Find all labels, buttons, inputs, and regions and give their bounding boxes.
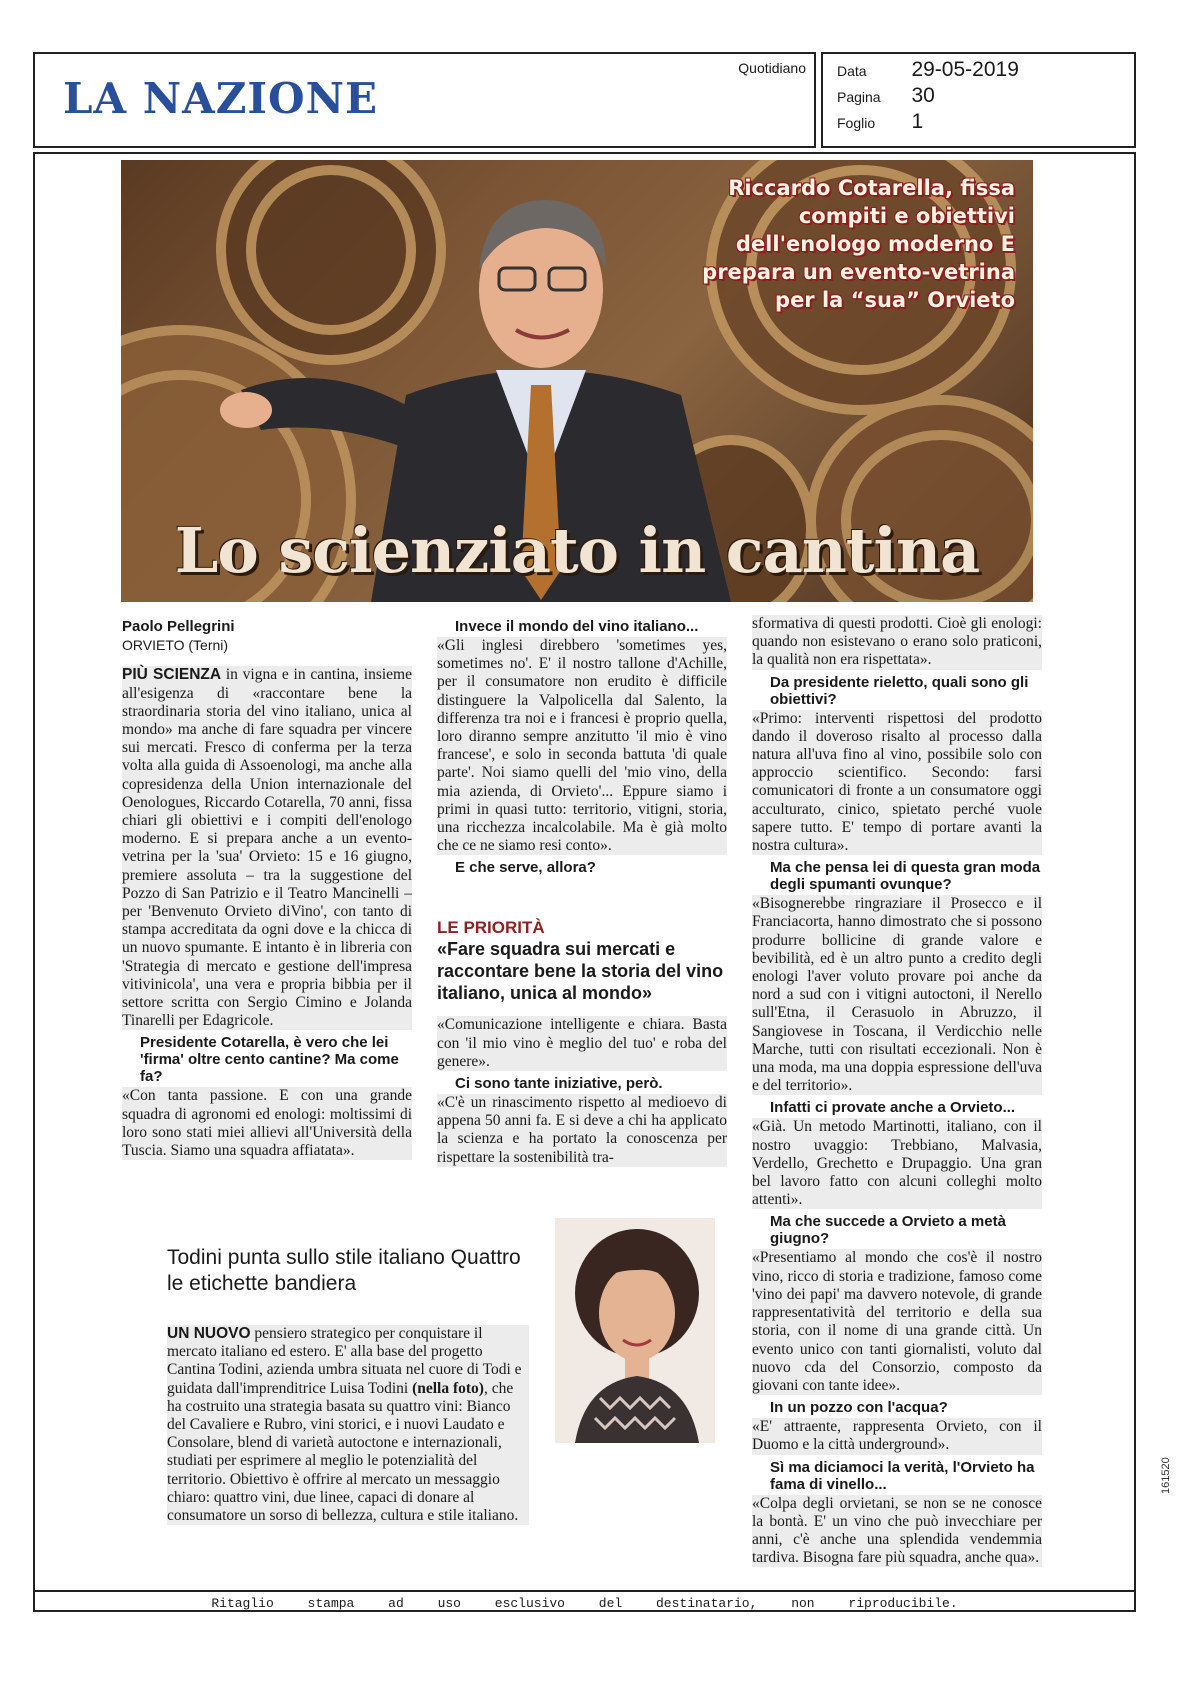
page-value: 30 bbox=[911, 84, 935, 107]
photo-subheadline: Riccardo Cotarella, fissa compiti e obiettivi dell'enologo moderno E prepara un evento-vetrina per la “sua” Orvieto bbox=[702, 176, 1015, 312]
priorities-pullquote bbox=[437, 918, 737, 1004]
masthead-logo-box bbox=[33, 52, 816, 148]
author-byline: Paolo Pellegrini bbox=[122, 618, 235, 635]
interview-question: Sì ma diciamoci la verità, l'Orvieto ha fama di vinello... bbox=[770, 1458, 1035, 1493]
interview-question: E che serve, allora? bbox=[455, 859, 596, 877]
sidebar-lead: UN NUOVO bbox=[167, 1325, 251, 1342]
sidebar-photo-note: (nella foto) bbox=[412, 1379, 484, 1397]
sheet-label: Foglio bbox=[837, 115, 876, 131]
page-row bbox=[837, 84, 935, 108]
sidebar-article bbox=[155, 1245, 530, 1581]
interview-answer: «E' attraente, rappresenta Orvieto, con il Duomo e la città underground». bbox=[752, 1418, 1042, 1454]
masthead-info-box bbox=[821, 52, 1136, 148]
intro-paragraph bbox=[122, 666, 412, 1030]
date-row bbox=[837, 58, 1019, 82]
interview-answer: «Comunicazione intelligente e chiara. Basta con 'il mio vino è meglio del tuo' e roba del genere». bbox=[437, 1016, 727, 1070]
page-label: Pagina bbox=[837, 89, 881, 105]
interview-question: In un pozzo con l'acqua? bbox=[770, 1399, 948, 1417]
article-column-2 bbox=[437, 618, 727, 1167]
interview-answer: «Già. Un metodo Martinotti, italiano, con il nostro uvaggio: Trebbiano, Malvasia, Verdello, Grechetto e Drupaggio. Una gran bel lavoro fatto con alcuni colleghi molto attenti». bbox=[752, 1118, 1042, 1209]
date-value: 29-05-2019 bbox=[911, 58, 1019, 81]
publication-type: Quotidiano bbox=[738, 60, 806, 76]
interview-question: Ci sono tante iniziative, però. bbox=[455, 1075, 663, 1093]
interview-question: Ma che pensa lei di questa gran moda degli spumanti ovunque? bbox=[770, 859, 1041, 894]
footer-divider bbox=[33, 1590, 1136, 1592]
interview-answer: «Bisognerebbe ringraziare il Prosecco e il Franciacorta, hanno dimostrato che si possono produrre bollicine di grande valore e bevibilità, ed è un altro punto a credito degli enologi l'aver voluto provare poi anche da nord a sud con i vitigni autoctoni, il Nerello sull'Etna, il Cerasuolo in Abruzzo, il Sangiovese in Toscana, il Verdicchio nelle Marche, tutti con risultati eccezionali. Non è una moda, ma una doppia espressione dell'uva e del territorio». bbox=[752, 895, 1042, 1095]
main-headline: Lo scienziato in cantina bbox=[174, 514, 980, 587]
interview-answer: «C'è un rinascimento rispetto al medioevo di appena 50 anni fa. E si deve a chi ha applicato la scienza e ha portato la conoscenza per rispettare la sostenibilità tra- bbox=[437, 1094, 727, 1166]
interview-answer: «Gli inglesi direbbero 'sometimes yes, sometimes no'. E' il nostro tallone d'Achille, per il consumatore non erudito è difficile distinguere la Valpolicella dal Salento, la differenza tra noi e i francesi è proprio quella, loro diranno sempre anzitutto 'il mio è vino francese', e solo in seconda battuta 'di quale parte'. Noi siamo quelli del 'mio vino, della mia azienda, di Orvieto'... Eppure siamo i primi in quasi tutto: territorio, vitigni, storia, una ricchezza incalcolabile. Ma è già molto che ce ne siamo resi conto». bbox=[437, 637, 727, 855]
interview-question: Infatti ci provate anche a Orvieto... bbox=[770, 1099, 1016, 1117]
interview-answer: «Presentiamo al mondo che cos'è il nostro vino, ricco di storia e tradizione, famoso come 'vino dei papi' ma davvero notevole, di grande rappresentatività del territorio e della sua storia, con il nome di una grande città. Un evento unico con tanti giornalisti, voluto dal nuovo cda del Consorzio, composto da giovani con tante idee». bbox=[752, 1249, 1042, 1394]
interview-question: Invece il mondo del vino italiano... bbox=[455, 618, 699, 635]
interview-question: Ma che succede a Orvieto a metà giugno? bbox=[770, 1213, 1006, 1248]
intro-lead: PIÙ SCIENZA bbox=[122, 666, 222, 684]
dateline-location: ORVIETO (Terni) bbox=[122, 637, 229, 654]
portrait-photo bbox=[555, 1218, 715, 1443]
interview-answer: «Con tanta passione. E con una grande squadra di agronomi ed enologi: moltissimi di loro sono stati miei allievi all'Università della Tuscia. Siamo una squadra affiatata». bbox=[122, 1087, 412, 1160]
intro-text: in vigna e in cantina, insieme all'esigenza di «raccontare bene la straordinaria storia del vino italiano, unica al mondo» ma anche di fare squadra per vincere sui mercati. Fresco di conferma per la terza volta alla guida di Assoenologi, ma anche alla copresidenza della Union internazionale del Oenologues, Riccardo Cotarella, 70 anni, fissa chiari gli obiettivi e i compiti dell'enologo moderno. E si prepara anche a un evento-vetrina per la 'sua' Orvieto: 15 e 16 giugno, premiere assoluta – tra la suggestione del Pozzo di San Patrizio e il Teatro Mancinelli – per 'Benvenuto Orvieto diVino', con tanto di stampa accreditata da ogni dove e la chicca di un nuovo spumante. E intanto è in libreria con 'Strategia di mercato e gestione dell'impresa vitivinicola', una vera e propria bibbia per il settore scritta con Sergio Cimino e Jolanda Tinarelli per Edagricole. bbox=[122, 666, 412, 1030]
sheet-row bbox=[837, 110, 923, 134]
article-column-3 bbox=[752, 615, 1042, 1567]
sidebar-text-2: , che ha costruito una strategia basata su quattro vini: Bianco del Cavaliere e Rubro, vini storici, e i nuovi Laudato e Consolare, blend di varietà autoctone e internazionali, studiati per esprimere al meglio le potenzialità del territorio. Obiettivo è offrire al mercato un messaggio chiaro: quattro vini, due linee, capaci di donare al consumatore un sorso di bellezza, cultura e stile italiano. bbox=[167, 1379, 519, 1525]
date-label: Data bbox=[837, 63, 867, 79]
footer-notice: Ritaglio stampa ad uso esclusivo del destinatario, non riproducibile. bbox=[211, 1596, 958, 1611]
sidebar-headline: Todini punta sullo stile italiano Quattro le etichette bandiera bbox=[167, 1246, 521, 1295]
priorities-quote: «Fare squadra sui mercati e raccontare bene la storia del vino italiano, unica al mondo» bbox=[437, 939, 724, 1003]
interview-answer: «Primo: interventi rispettosi del prodotto dando il doveroso risalto al processo dalla natura all'uva fino al vino, possibile solo con approccio scientifico. Secondo: farsi comunicatori di fronte a un consumatore oggi acculturato, cinico, spietato perché vuole sapere tutto. E' tempo di portare avanti la nostra cultura». bbox=[752, 709, 1042, 855]
interview-question: Presidente Cotarella, è vero che lei 'firma' oltre cento cantine? Ma come fa? bbox=[140, 1034, 399, 1086]
hero-photo bbox=[121, 160, 1033, 602]
masthead bbox=[33, 52, 1136, 148]
interview-answer: «Colpa degli orvietani, se non se ne conosce la bontà. E' un vino che può invecchiare per anni, c'è anche una splendida vendemmia tardiva. Bisogna fare più squadra, anche qua». bbox=[752, 1494, 1042, 1567]
article-column-1 bbox=[122, 618, 412, 1160]
sheet-value: 1 bbox=[911, 110, 924, 133]
sidebar-text: pensiero strategico per conquistare il mercato italiano ed estero. E' alla base del progetto Cantina Todini, azienda umbra situata nel cuore di Todi e guidata dall'imprenditrice Luisa Todini bbox=[167, 1325, 522, 1397]
archive-code: 161520 bbox=[1160, 1457, 1172, 1494]
interview-answer: sformativa di questi prodotti. Cioè gli enologi: quando non esistevano o erano solo praticoni, la qualità non era rispettata». bbox=[752, 615, 1042, 669]
interview-question: Da presidente rieletto, quali sono gli obiettivi? bbox=[770, 673, 1029, 708]
newspaper-logo: LA NAZIONE bbox=[63, 74, 379, 123]
woman-portrait-illustration bbox=[555, 1218, 715, 1443]
priorities-tag: LE PRIORITÀ bbox=[437, 918, 545, 937]
sidebar-body bbox=[167, 1325, 529, 1525]
